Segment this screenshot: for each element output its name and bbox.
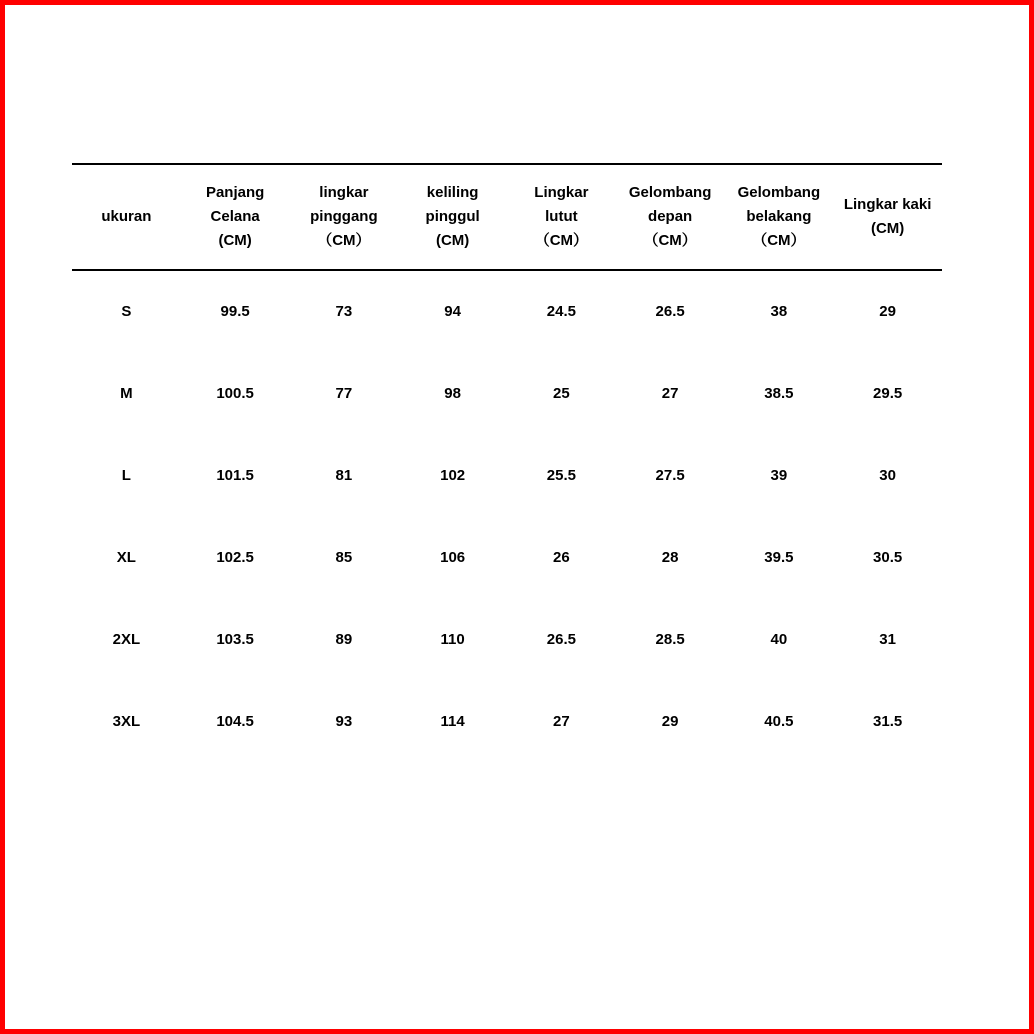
table-cell: 101.5 [216,466,254,484]
table-cell: 30 [879,466,896,484]
table-row [72,680,942,762]
table-cell: 31 [879,630,896,648]
table-cell: 85 [335,548,353,566]
table-cell: 98 [444,384,461,402]
table-cell: 24.5 [546,303,576,320]
table-cell: 106 [440,548,466,566]
table-header-row [72,164,942,270]
column-header-front-rise: Gelombang depan （CM） [616,164,725,270]
table-cell: 38 [770,303,788,320]
table-cell-size: XL [116,548,136,566]
table-cell: 28.5 [655,630,685,648]
table-cell: 110 [440,630,465,648]
table-cell: 26 [553,548,570,566]
table-cell: 26.5 [655,303,685,320]
table-cell: 104.5 [216,712,254,730]
table-cell: 29 [879,303,896,320]
table-cell: 77 [335,384,353,402]
table-cell-size: M [120,384,133,402]
table-cell: 102 [440,466,466,484]
table-cell: 40.5 [764,712,794,730]
table-cell: 94 [444,303,461,320]
table-cell: 114 [440,712,465,730]
table-cell: 103.5 [216,630,254,648]
table-cell: 25 [553,384,570,402]
column-header-back-rise: Gelombang belakang （CM） [725,164,834,270]
table-cell: 27 [661,384,679,402]
table-cell-size: 3XL [112,712,141,730]
column-header-hip: keliling pinggul (CM) [398,164,507,270]
table-cell: 93 [335,712,353,730]
table-cell: 38.5 [764,384,794,402]
column-header-pants-length: Panjang Celana (CM) [181,164,290,270]
table-cell: 39.5 [764,548,794,566]
table-cell: 39 [770,466,788,484]
column-header-size: ukuran [72,164,181,270]
table-cell: 26.5 [546,630,576,648]
table-cell: 81 [335,466,353,484]
table-cell: 28 [661,548,679,566]
size-chart-table [72,163,942,762]
table-cell: 100.5 [216,384,254,402]
table-row [72,434,942,516]
column-header-leg-opening: Lingkar kaki (CM) [833,164,942,270]
table-cell: 102.5 [216,548,254,566]
column-header-knee: Lingkar lutut （CM） [507,164,616,270]
table-cell: 40 [770,630,788,648]
table-row [72,598,942,680]
table-cell: 29 [661,712,679,730]
table-cell: 31.5 [873,712,903,730]
table-cell: 25.5 [546,466,576,484]
table-cell: 27.5 [655,466,685,484]
table-cell-size: S [121,303,132,320]
table-cell: 27 [553,712,570,730]
table-cell: 30.5 [873,548,903,566]
table-cell-size: 2XL [112,630,141,648]
table-cell-size: L [121,466,131,484]
table-row [72,516,942,598]
table-row [72,352,942,434]
column-header-waist: lingkar pinggang （CM） [290,164,399,270]
table-row [72,270,942,352]
table-cell: 89 [335,630,353,648]
table-cell: 73 [335,303,353,320]
table-cell: 29.5 [873,384,903,402]
table-cell: 99.5 [220,303,250,320]
